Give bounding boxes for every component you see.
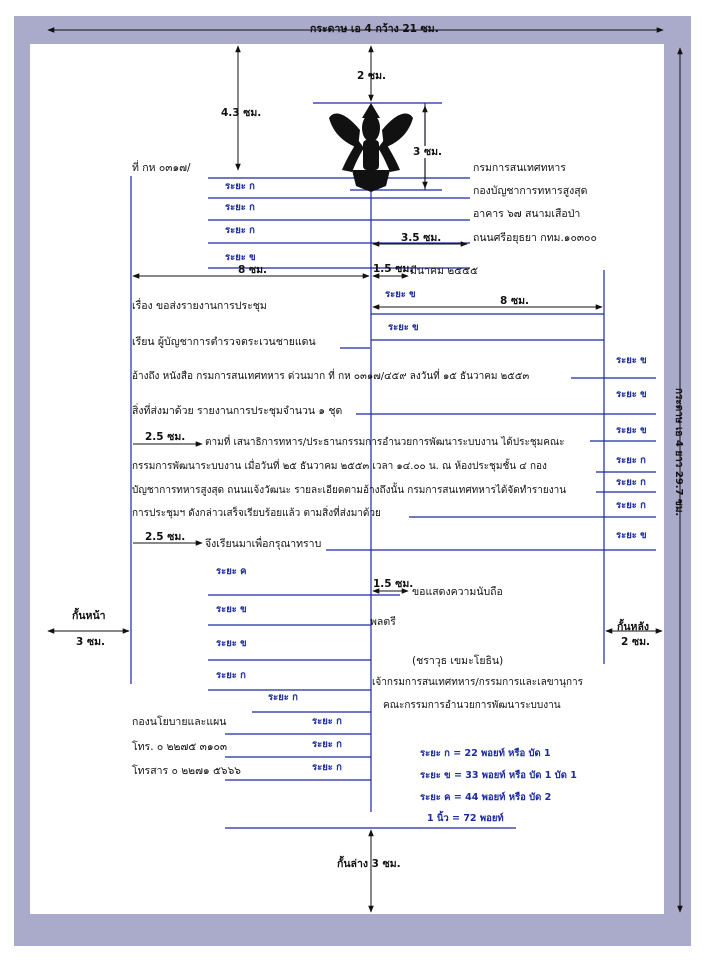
spacing-marker: ระยะ ก — [225, 181, 255, 192]
paragraph-line: บัญชาการทหารสูงสุด ถนนแจ้งวัฒนะ รายละเอียดตามอ้างถึงนั้น กรมการสนเทศทหารได้จัดทำรายงาน — [132, 485, 567, 496]
spacing-marker: ระยะ ข — [388, 322, 419, 333]
paragraph-line: ตามที่ เสนาธิการทหาร/ประธานกรรมการอำนวยการพัฒนาระบบงาน ได้ประชุมคณะ — [205, 437, 565, 448]
letter-enclosure: สิ่งที่ส่งมาด้วย รายงานการประชุมจำนวน ๑ ชุด — [132, 405, 343, 417]
address-line: กองบัญชาการทหารสูงสุด — [473, 185, 588, 197]
signer-position: เจ้ากรมการสนเทศทหาร/กรรมการและเลขานุการ — [372, 677, 584, 688]
legend-item: 1 นิ้ว = 72 พอยท์ — [427, 813, 504, 824]
department: กองนโยบายและแผน — [132, 716, 227, 728]
date-gap: 1.5 ซม. — [373, 263, 414, 275]
spacing-marker: ระยะ ข — [616, 355, 647, 366]
signer-name: (ชราวุธ เขมะโยธิน) — [412, 655, 504, 667]
spacing-marker: ระยะ ก — [225, 202, 255, 213]
garuda-height: 3 ซม. — [413, 146, 442, 158]
letter-date: มีนาคม ๒๕๕๕ — [410, 265, 479, 277]
paragraph-line: กรรมการพัฒนาระบบงาน เมื่อวันที่ ๒๕ ธันวาคม ๒๕๕๓ เวลา ๑๔.๐๐ น. ณ ห้องประชุมชั้น ๔ กอง — [132, 461, 547, 472]
para1-indent: 2.5 ซม. — [145, 431, 186, 443]
paragraph-line: การประชุมฯ ดังกล่าวเสร็จเรียบร้อยแล้ว ตามสิ่งที่ส่งมาด้วย — [132, 508, 381, 519]
paper-width-label: กระดาษ เอ 4 กว้าง 21 ซม. — [310, 23, 439, 35]
spacing-marker: ระยะ ข — [225, 252, 256, 263]
spacing-marker: ระยะ ก — [268, 692, 298, 703]
spacing-marker: ระยะ ข — [616, 425, 647, 436]
address-line: ถนนศรีอยุธยา กทม.๑๐๓๐๐ — [473, 232, 597, 244]
address-line: กรมการสนเทศทหาร — [473, 162, 566, 174]
address-line: อาคาร ๖๗ สนามเสือป่า — [473, 208, 581, 220]
spacing-marker: ระยะ ค — [216, 566, 247, 577]
letter-reference: อ้างถึง หนังสือ กรมการสนเทศทหาร ด่วนมาก ที่ กห ๐๓๑๗/๔๕๙ ลงวันที่ ๑๕ ธันวาคม ๒๕๕๓ — [132, 371, 530, 382]
right-margin-label: กั้นหลัง — [617, 621, 650, 633]
signer-rank: พลตรี — [370, 616, 396, 628]
legend-item: ระยะ ก = 22 พอยท์ หรือ บัด 1 — [420, 748, 551, 759]
spacing-marker: ระยะ ก — [616, 455, 646, 466]
paper-height-label: กระดาษ เอ 4 ยาว 29.7 ซม. — [673, 388, 684, 517]
closing-gap: 1.5 ซม. — [373, 578, 414, 590]
letter-number: ที่ กห ๐๓๑๗/ — [132, 162, 191, 174]
right-block-distance: 8 ซม. — [500, 295, 529, 307]
letter-salutation: เรียน ผู้บัญชาการตำรวจตระเวนชายแดน — [132, 336, 316, 348]
date-left-distance: 8 ซม. — [238, 264, 267, 276]
closing-paragraph: จึงเรียนมาเพื่อกรุณาทราบ — [205, 538, 322, 550]
spacing-marker: ระยะ ก — [225, 225, 255, 236]
spacing-marker: ระยะ ก — [616, 500, 646, 511]
spacing-marker: ระยะ ก — [312, 762, 342, 773]
telephone: โทร. ๐ ๒๒๗๕ ๓๑๐๓ — [132, 741, 228, 753]
spacing-marker: ระยะ ก — [216, 670, 246, 681]
legend-item: ระยะ ข = 33 พอยท์ หรือ บัด 1 บัด 1 — [420, 770, 577, 781]
spacing-marker: ระยะ ก — [312, 739, 342, 750]
spacing-marker: ระยะ ข — [385, 289, 416, 300]
top-number-distance: 4.3 ซม. — [221, 107, 262, 119]
spacing-marker: ระยะ ข — [616, 389, 647, 400]
spacing-marker: ระยะ ข — [616, 530, 647, 541]
letter-subject: เรื่อง ขอส่งรายงานการประชุม — [132, 300, 267, 312]
right-margin-value: 2 ซม. — [621, 636, 650, 648]
spacing-marker: ระยะ ก — [616, 477, 646, 488]
spacing-marker: ระยะ ก — [312, 716, 342, 727]
address-indent: 3.5 ซม. — [401, 232, 442, 244]
spacing-marker: ระยะ ข — [216, 604, 247, 615]
top-garuda-distance: 2 ซม. — [357, 70, 386, 82]
legend-item: ระยะ ค = 44 พอยท์ หรือ บัด 2 — [420, 792, 552, 803]
left-margin-label: กั้นหน้า — [72, 610, 106, 622]
bottom-margin: กั้นล่าง 3 ซม. — [337, 858, 401, 870]
para2-indent: 2.5 ซม. — [145, 531, 186, 543]
fax: โทรสาร ๐ ๒๒๗๑ ๕๖๖๖ — [132, 765, 241, 777]
garuda-emblem-icon — [329, 103, 413, 192]
left-margin-value: 3 ซม. — [76, 636, 105, 648]
spacing-marker: ระยะ ข — [216, 638, 247, 649]
signer-position: คณะกรรมการอำนวยการพัฒนาระบบงาน — [383, 700, 561, 711]
closing-phrase: ขอแสดงความนับถือ — [412, 586, 503, 598]
